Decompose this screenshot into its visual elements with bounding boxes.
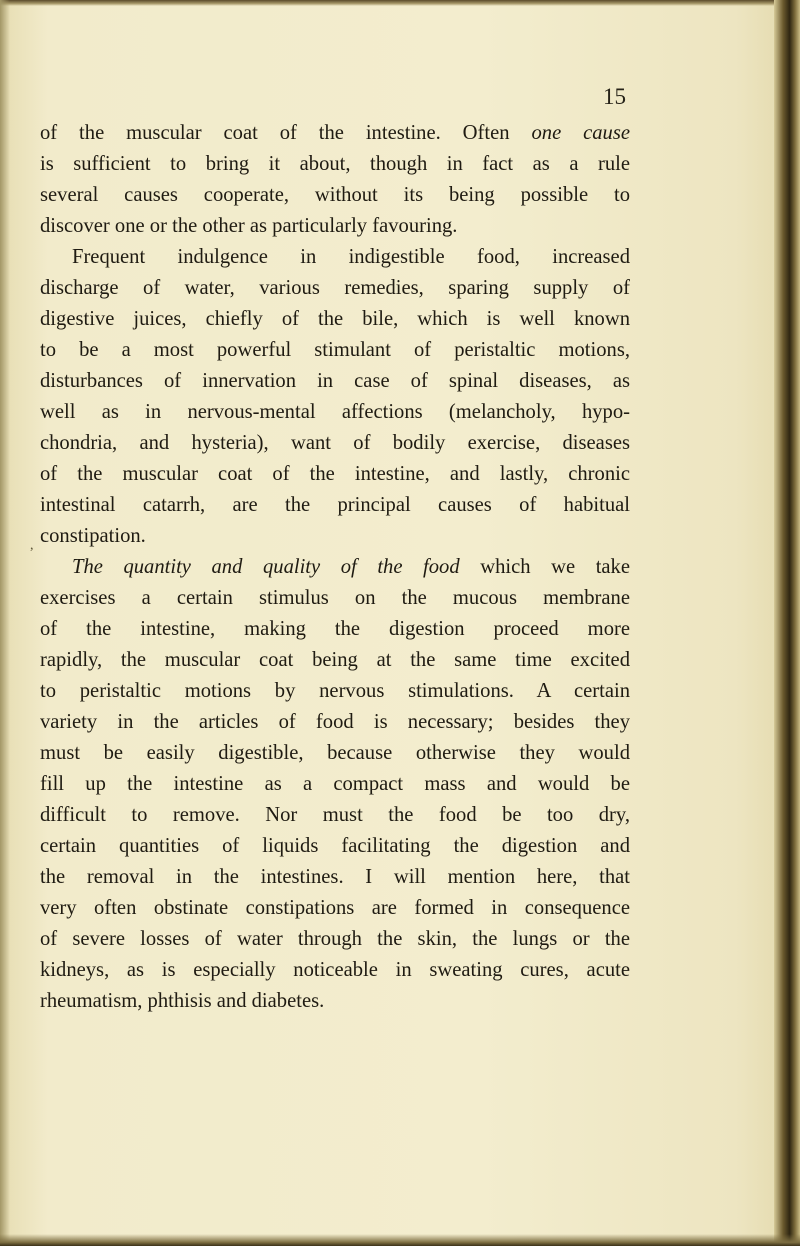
text-line: difficult to remove. Nor must the food be too dry, xyxy=(40,804,630,826)
text-line: must be easily digestible, because otherwise they would xyxy=(40,742,630,764)
text-line: well as in nervous-mental affections (melancholy, hypo- xyxy=(40,401,630,423)
text-line: rheumatism, phthisis and diabetes. xyxy=(40,990,325,1012)
text-line: kidneys, as is especially noticeable in sweating cures, acute xyxy=(40,959,630,981)
italic-phrase: The quantity and quality of the food xyxy=(72,556,460,578)
text-line: intestinal catarrh, are the principal causes of habitual xyxy=(40,494,630,516)
page-left-edge xyxy=(0,0,10,1246)
italic-phrase: one cause xyxy=(531,122,630,144)
text-line: Frequent indulgence in indigestible food, increased xyxy=(72,246,630,268)
text-line: constipation. xyxy=(40,525,146,547)
text-line: of the intestine, making the digestion proceed more xyxy=(40,618,630,640)
text-line: digestive juices, chiefly of the bile, which is well known xyxy=(40,308,630,330)
text-line: of the muscular coat of the intestine. Often one cause xyxy=(40,122,630,144)
text-line: very often obstinate constipations are formed in consequence xyxy=(40,897,630,919)
text-line: rapidly, the muscular coat being at the same time excited xyxy=(40,649,630,671)
text-line: fill up the intestine as a compact mass and would be xyxy=(40,773,630,795)
book-spine-edge xyxy=(774,0,800,1246)
text-line: discharge of water, various remedies, sparing supply of xyxy=(40,277,630,299)
text-line: the removal in the intestines. I will mention here, that xyxy=(40,866,630,888)
text-line: is sufficient to bring it about, though in fact as a rule xyxy=(40,153,630,175)
text-line: certain quantities of liquids facilitating the digestion and xyxy=(40,835,630,857)
text-line: chondria, and hysteria), want of bodily exercise, diseases xyxy=(40,432,630,454)
page-bottom-edge xyxy=(0,1234,800,1246)
text-line: to be a most powerful stimulant of peristaltic motions, xyxy=(40,339,630,361)
text-line: disturbances of innervation in case of spinal diseases, as xyxy=(40,370,630,392)
text-line: The quantity and quality of the food which we take xyxy=(72,556,630,578)
page-number: 15 xyxy=(603,84,626,109)
text-line: discover one or the other as particularly favouring. xyxy=(40,215,458,237)
body-text xyxy=(40,118,630,1017)
text-line: several causes cooperate, without its being possible to xyxy=(40,184,630,206)
text-line: variety in the articles of food is necessary; besides they xyxy=(40,711,630,733)
text-line: exercises a certain stimulus on the mucous membrane xyxy=(40,587,630,609)
text-line: to peristaltic motions by nervous stimulations. A certain xyxy=(40,680,630,702)
page-top-edge xyxy=(0,0,800,6)
text-line: of severe losses of water through the skin, the lungs or the xyxy=(40,928,630,950)
margin-mark: , xyxy=(30,538,34,553)
text-line: of the muscular coat of the intestine, and lastly, chronic xyxy=(40,463,630,485)
